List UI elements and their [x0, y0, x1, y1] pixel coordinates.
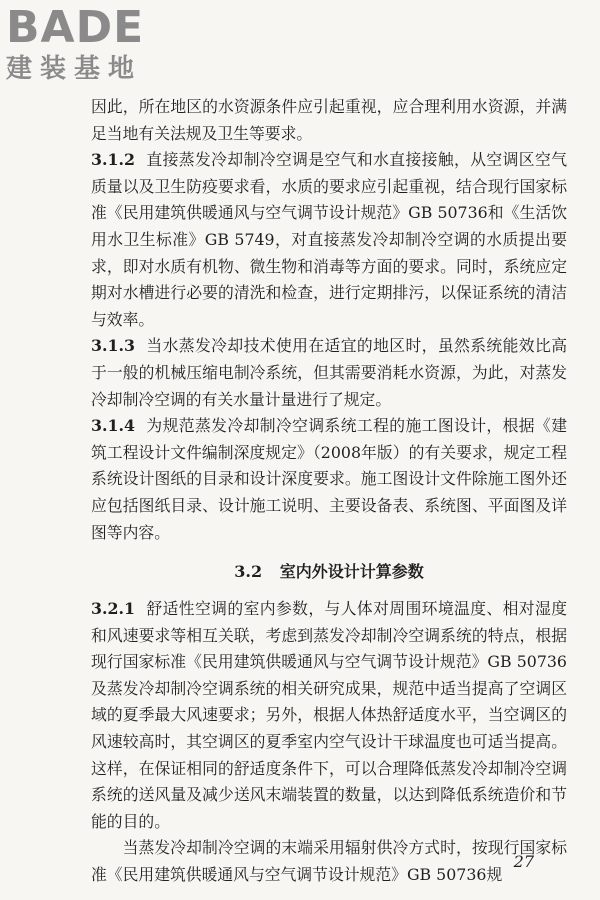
clause-number: 3.2.1: [91, 599, 135, 619]
clause-3-1-4: [91, 413, 567, 546]
page-number: 27: [513, 852, 534, 871]
section-heading: [91, 560, 567, 584]
clause-text: 舒适性空调的室内参数，与人体对周围环境温度、相对湿度和风速要求等相互关联，考虑到蒸发冷却制冷空调系统的特点，根据现行国家标准《民用建筑供暖通风与空气调节设计规范》GB 50736及蒸发冷却制冷空调系统的相关研究成果，规范中适当提高了空调区域的夏季最大风速要求；另外，根据人体热舒适度水平，当空调区的风速较高时，其空调区的夏季室内空气设计干球温度也可适当提高。这样，在保证相同的舒适度条件下，可以合理降低蒸发冷却制冷空调系统的送风量及减少送风末端装置的数量，以达到降低系统造价和节能的目的。: [91, 599, 567, 831]
logo-text: BADE: [6, 2, 145, 53]
clause-text: 当水蒸发冷却技术使用在适宜的地区时，虽然系统能效比高于一般的机械压缩电制冷系统，但其需要消耗水资源，为此，对蒸发冷却制冷空调的有关水量计量进行了规定。: [91, 336, 567, 409]
document-body: [91, 94, 567, 889]
logo-subtitle: 建装基地: [6, 54, 143, 84]
clause-3-2-1: [91, 596, 567, 835]
clause-number: 3.1.4: [91, 416, 135, 436]
section-title: 室内外设计计算参数: [279, 562, 424, 582]
clause-3-1-3: [91, 333, 567, 413]
clause-text: 为规范蒸发冷却制冷空调系统工程的施工图设计，根据《建筑工程设计文件编制深度规定》（2008年版）的有关要求，规定工程系统设计图纸的目录和设计深度要求。施工图设计文件除施工图外还应包括图纸目录、设计施工说明、主要设备表、系统图、平面图及详图等内容。: [91, 416, 567, 542]
paragraph-radiant-cooling: 当蒸发冷却制冷空调的末端采用辐射供冷方式时，按现行国家标准《民用建筑供暖通风与空气调节设计规范》GB 50736规: [91, 838, 567, 885]
clause-3-1-2: [91, 147, 567, 333]
clause-text: 直接蒸发冷却制冷空调是空气和水直接接触，从空调区空气质量以及卫生防疫要求看，水质的要求应引起重视，结合现行国家标准《民用建筑供暖通风与空气调节设计规范》GB 50736和《生活饮用水卫生标准》GB 5749，对直接蒸发冷却制冷空调的水质提出要求，即对水质有机物、微生物和消毒等方面的要求。同时，系统应定期对水槽进行必要的清洗和检查，进行定期排污，以保证系统的清洁与效率。: [91, 150, 567, 329]
paragraph-continued: 因此，所在地区的水资源条件应引起重视，应合理利用水资源，并满足当地有关法规及卫生等要求。: [91, 97, 567, 143]
bade-logo: [6, 4, 206, 84]
clause-number: 3.1.2: [91, 150, 135, 170]
clause-number: 3.1.3: [91, 336, 135, 356]
section-number: 3.2: [234, 562, 263, 582]
